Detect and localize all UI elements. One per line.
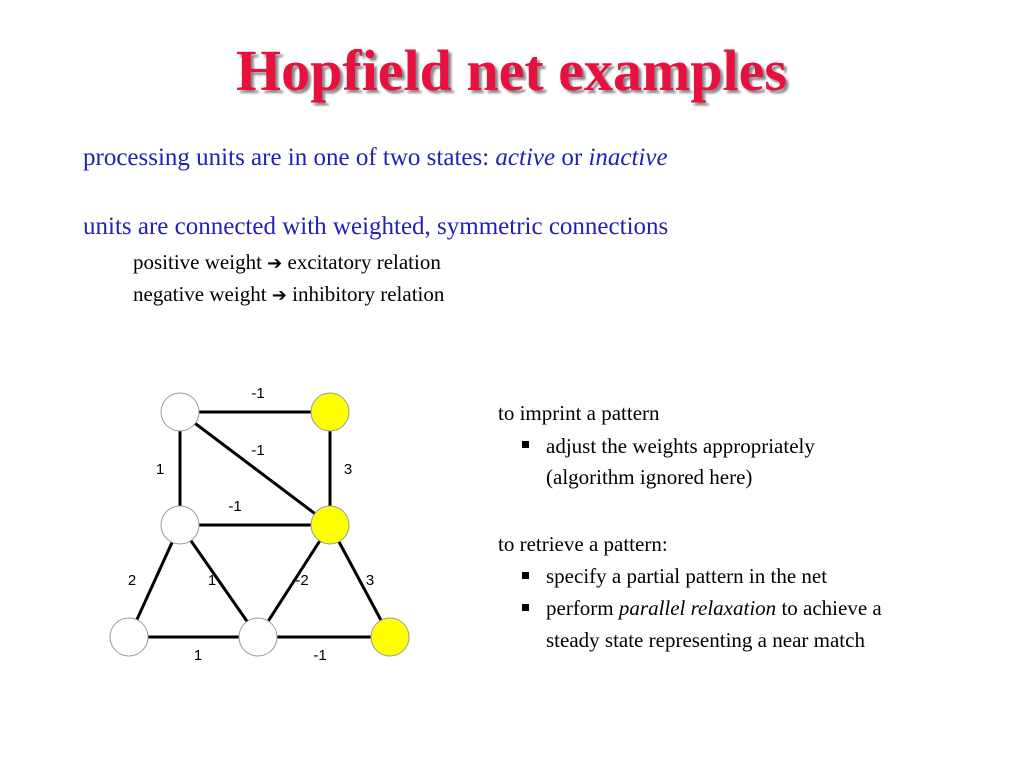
edge-a-d (180, 412, 330, 525)
right-arrow-icon: ➔ (267, 253, 283, 274)
active-unit-node (371, 618, 409, 656)
bullet-square-icon (522, 572, 529, 579)
retrieve-bullet-2-suffix: to achieve a (776, 596, 882, 620)
states-prefix: processing units are in one of two states: (83, 144, 496, 171)
weight-label: 2 (127, 572, 137, 589)
hopfield-network-diagram (100, 380, 430, 680)
bullet-square-icon (522, 604, 529, 611)
bullet-square-icon (522, 441, 529, 448)
negative-weight-label: negative weight (133, 282, 272, 306)
retrieve-bullet-2 (546, 598, 882, 619)
weight-label: 3 (365, 572, 375, 589)
retrieve-bullet-1: specify a partial pattern in the net (546, 564, 828, 588)
positive-weight-relation: excitatory relation (282, 250, 441, 274)
weight-label: -1 (251, 442, 265, 459)
active-unit-node (311, 506, 349, 544)
states-line (83, 145, 668, 170)
parallel-relaxation-term: parallel relaxation (618, 596, 777, 620)
weight-label: 1 (193, 647, 203, 664)
inactive-unit-node (110, 618, 148, 656)
state-active: active (495, 144, 556, 171)
weight-label: -1 (251, 385, 265, 402)
connections-line: units are connected with weighted, symmetric connections (83, 213, 669, 240)
retrieve-bullet-2-prefix: perform (546, 596, 619, 620)
weight-label: -2 (295, 572, 309, 589)
states-or: or (555, 144, 589, 171)
imprint-heading: to imprint a pattern (498, 401, 660, 425)
weight-label: -1 (313, 647, 327, 664)
weight-label: 1 (155, 461, 165, 478)
inactive-unit-node (161, 506, 199, 544)
negative-weight-line (133, 284, 444, 305)
slide-title: Hopfield net examples (236, 38, 787, 103)
weight-label: -1 (228, 498, 242, 515)
state-inactive: inactive (588, 144, 668, 171)
retrieve-bullet-2-cont: steady state representing a near match (546, 628, 865, 652)
imprint-bullet-1-cont: (algorithm ignored here) (546, 465, 753, 489)
retrieve-heading: to retrieve a pattern: (498, 532, 668, 556)
positive-weight-label: positive weight (133, 250, 268, 274)
weight-label: 3 (343, 461, 353, 478)
imprint-bullet-1: adjust the weights appropriately (546, 434, 815, 458)
inactive-unit-node (161, 393, 199, 431)
active-unit-node (311, 393, 349, 431)
positive-weight-line (133, 252, 441, 273)
negative-weight-relation: inhibitory relation (286, 282, 445, 306)
weight-label: 1 (207, 572, 217, 589)
inactive-unit-node (239, 618, 277, 656)
right-arrow-icon: ➔ (271, 285, 287, 306)
edge-c-f (180, 525, 258, 637)
edge-d-f (258, 525, 330, 637)
